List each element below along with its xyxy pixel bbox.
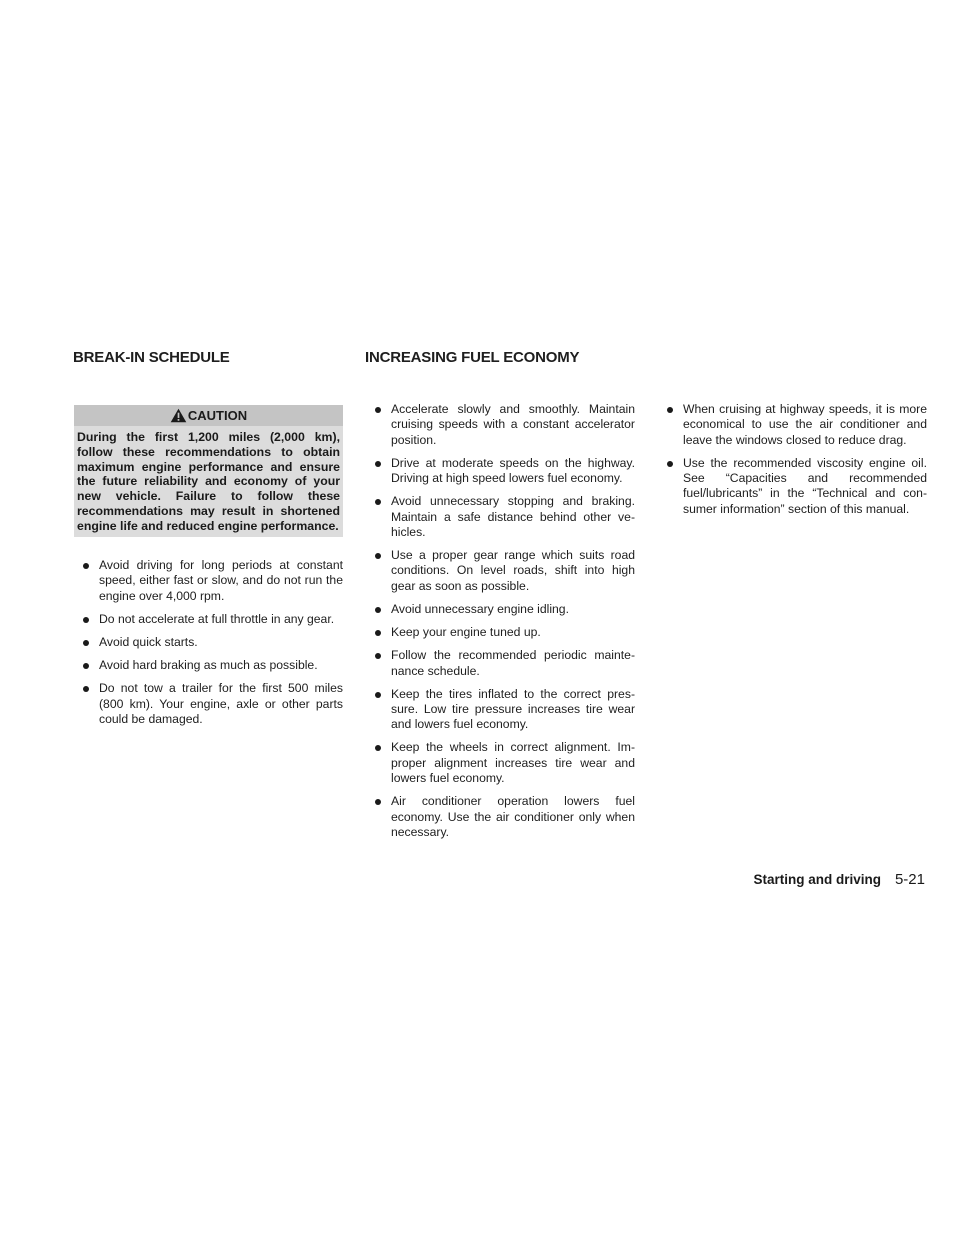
bullet-dot-icon — [83, 686, 89, 692]
list-item — [658, 456, 927, 517]
list-item — [658, 402, 927, 448]
list-item-text: Keep the wheels in correct alignment. Improper alignment increases tire wear and lowers fuel economy. — [391, 740, 635, 786]
list-item — [366, 548, 635, 594]
warning-triangle-icon — [170, 408, 187, 423]
list-item — [74, 558, 343, 604]
list-item — [74, 658, 343, 673]
list-item — [74, 635, 343, 650]
list-item-text: Drive at moderate speeds on the highway. Driving at high speed lowers fuel economy. — [391, 455, 635, 486]
bullet-dot-icon — [83, 663, 89, 669]
list-item-text: Follow the recommended periodic maintenance schedule. — [391, 648, 635, 678]
list-item — [366, 402, 635, 448]
bullet-dot-icon — [83, 617, 89, 623]
list-item-text: Do not accelerate at full throttle in any gear. — [99, 611, 335, 626]
list-item-text: Accelerate slowly and smoothly. Maintain cruising speeds with a constant accelerator position. — [391, 402, 635, 447]
bullet-dot-icon — [667, 407, 673, 413]
list-item — [366, 456, 635, 487]
list-item-text: Use a proper gear range which suits road conditions. On level roads, shift into high gear as soon as possible. — [391, 548, 635, 593]
caution-label: CAUTION — [187, 408, 248, 423]
break-in-schedule-heading: BREAK-IN SCHEDULE — [73, 349, 230, 366]
fuel-economy-list-col2 — [658, 402, 927, 525]
list-item — [74, 681, 343, 727]
bullet-dot-icon — [375, 499, 381, 505]
list-item — [366, 648, 635, 679]
bullet-dot-icon — [375, 745, 381, 751]
bullet-dot-icon — [83, 640, 89, 646]
bullet-dot-icon — [375, 799, 381, 805]
bullet-dot-icon — [375, 461, 381, 467]
caution-text: During the first 1,200 miles (2,000 km), follow these recommendations to obtain maximum engine performance and ensure the future reliability and economy of your new vehicle. Failure to follow these recommendations may result in shortened engine life and reduced engine performance. — [77, 430, 340, 533]
bullet-dot-icon — [83, 563, 89, 569]
list-item — [366, 625, 635, 640]
list-item — [366, 494, 635, 540]
bullet-dot-icon — [375, 407, 381, 413]
list-item-text: Avoid unnecessary stopping and braking. Maintain a safe distance behind other vehicles. — [391, 494, 635, 539]
caution-box — [74, 405, 343, 537]
bullet-dot-icon — [375, 630, 381, 636]
bullet-dot-icon — [375, 553, 381, 559]
page-number: 5-21 — [894, 871, 925, 888]
list-item-text: When cruising at highway speeds, it is more economical to use the air conditioner and leave the windows closed to reduce drag. — [683, 402, 927, 447]
list-item-text: Keep your engine tuned up. — [391, 625, 541, 640]
list-item-text: Avoid unnecessary engine idling. — [391, 601, 569, 616]
list-item — [366, 740, 635, 786]
bullet-dot-icon — [667, 461, 673, 467]
fuel-economy-list-col1 — [366, 402, 635, 848]
fuel-economy-heading: INCREASING FUEL ECONOMY — [365, 349, 580, 366]
list-item-text: Avoid driving for long periods at constant speed, either fast or slow, and do not run the engine over 4,000 rpm. — [99, 558, 343, 603]
list-item — [366, 794, 635, 840]
list-item — [74, 612, 343, 627]
list-item-text: Use the recommended viscosity engine oil. See “Capacities and recommended fuel/lubricants” in the “Technical and consumer information” section of this manual. — [683, 455, 927, 516]
list-item-text: Keep the tires inflated to the correct pressure. Low tire pressure increases tire wear and lowers fuel economy. — [391, 686, 635, 732]
bullet-dot-icon — [375, 692, 381, 698]
list-item-text: Avoid hard braking as much as possible. — [99, 658, 318, 673]
bullet-dot-icon — [375, 653, 381, 659]
break-in-list — [74, 558, 343, 735]
page-footer — [753, 871, 925, 888]
list-item — [366, 687, 635, 733]
caution-header — [74, 405, 343, 426]
bullet-dot-icon — [375, 607, 381, 613]
list-item-text: Air conditioner operation lowers fuel economy. Use the air conditioner only when necessary. — [391, 794, 635, 839]
list-item — [366, 602, 635, 617]
list-item-text: Do not tow a trailer for the first 500 miles (800 km). Your engine, axle or other parts could be damaged. — [99, 681, 343, 726]
footer-section-title: Starting and driving — [753, 872, 881, 887]
list-item-text: Avoid quick starts. — [99, 634, 198, 649]
